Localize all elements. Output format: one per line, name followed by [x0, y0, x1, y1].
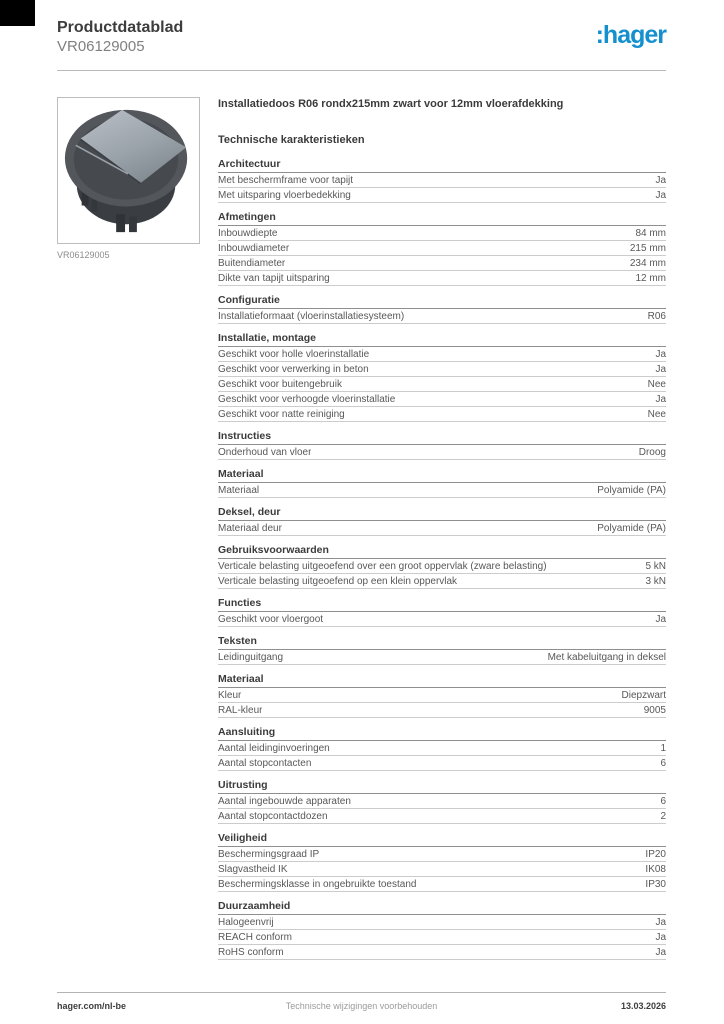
- spec-row-label: Geschikt voor verhoogde vloerinstallatie: [218, 394, 396, 406]
- product-image-column: [57, 97, 200, 260]
- spec-row-label: Verticale belasting uitgeoefend over een groot oppervlak (zware belasting): [218, 561, 547, 573]
- spec-row-label: Materiaal: [218, 485, 260, 497]
- spec-row-label: Installatieformaat (vloerinstallatiesysteem): [218, 311, 405, 323]
- header-divider: [57, 70, 666, 71]
- spec-row-label: Aantal stopcontacten: [218, 758, 312, 770]
- spec-row-value: 6: [660, 796, 666, 808]
- spec-row-label: RAL-kleur: [218, 705, 263, 717]
- spec-row: [218, 559, 666, 574]
- spec-section-title: Materiaal: [218, 673, 666, 688]
- floor-box-illustration: [58, 98, 199, 243]
- product-photo: [57, 97, 200, 244]
- spec-section-title: Uitrusting: [218, 779, 666, 794]
- spec-row-value: 215 mm: [629, 243, 666, 255]
- spec-row: [218, 862, 666, 877]
- spec-row-label: Materiaal deur: [218, 523, 282, 535]
- spec-row: [218, 688, 666, 703]
- spec-section-rows: [218, 650, 666, 665]
- footer-date: 13.03.2026: [620, 1001, 666, 1011]
- spec-row: [218, 847, 666, 862]
- spec-section-rows: [218, 173, 666, 203]
- spec-row-value: Met kabeluitgang in deksel: [547, 652, 666, 664]
- spec-section-rows: [218, 794, 666, 824]
- spec-section-rows: [218, 915, 666, 960]
- spec-row: [218, 309, 666, 324]
- spec-row-label: Buitendiameter: [218, 258, 286, 270]
- spec-section: [218, 468, 666, 498]
- spec-row-label: Met uitsparing vloerbedekking: [218, 190, 351, 202]
- spec-row: [218, 392, 666, 407]
- spec-section-rows: [218, 483, 666, 498]
- spec-row-value: 2: [660, 811, 666, 823]
- spec-row: [218, 930, 666, 945]
- spec-row: [218, 377, 666, 392]
- spec-row: [218, 756, 666, 771]
- spec-section-title: Architectuur: [218, 158, 666, 173]
- spec-section-title: Gebruiksvoorwaarden: [218, 544, 666, 559]
- spec-section-title: Deksel, deur: [218, 506, 666, 521]
- spec-row: [218, 809, 666, 824]
- spec-row-label: REACH conform: [218, 932, 292, 944]
- spec-section: [218, 294, 666, 324]
- spec-sections: [218, 158, 666, 960]
- spec-row-value: 84 mm: [635, 228, 666, 240]
- footer-disclaimer: Technische wijzigingen voorbehouden: [285, 1001, 438, 1011]
- spec-row-label: Geschikt voor buitengebruik: [218, 379, 342, 391]
- spec-row: [218, 703, 666, 718]
- spec-row-label: Geschikt voor vloergoot: [218, 614, 324, 626]
- spec-row-value: 1: [660, 743, 666, 755]
- spec-row-value: IK08: [645, 864, 666, 876]
- spec-section: [218, 726, 666, 771]
- spec-row: [218, 483, 666, 498]
- spec-section: [218, 544, 666, 589]
- spec-row-label: Inbouwdiepte: [218, 228, 278, 240]
- spec-section-title: Materiaal: [218, 468, 666, 483]
- spec-row-label: Geschikt voor natte reiniging: [218, 409, 345, 421]
- hager-logo: :hager: [595, 21, 666, 49]
- main-content: [57, 97, 666, 960]
- spec-section: [218, 597, 666, 627]
- spec-section-rows: [218, 559, 666, 589]
- spec-row-label: Verticale belasting uitgeoefend op een klein oppervlak: [218, 576, 458, 588]
- spec-row-value: Ja: [655, 614, 666, 626]
- spec-row: [218, 347, 666, 362]
- spec-row-value: Ja: [655, 175, 666, 187]
- spec-section-title: Afmetingen: [218, 211, 666, 226]
- spec-row: [218, 650, 666, 665]
- spec-row-value: Polyamide (PA): [597, 485, 666, 497]
- spec-row-value: 12 mm: [635, 273, 666, 285]
- footer-website-link[interactable]: hager.com/nl-be: [57, 1001, 127, 1011]
- page-header: [57, 0, 666, 57]
- header-titles: [57, 18, 183, 57]
- page-footer: [57, 992, 666, 1011]
- spec-column: [218, 97, 666, 960]
- spec-row-value: Ja: [655, 932, 666, 944]
- spec-row: [218, 226, 666, 241]
- spec-row: [218, 241, 666, 256]
- spec-section: [218, 635, 666, 665]
- spec-row: [218, 794, 666, 809]
- spec-row-label: Aantal ingebouwde apparaten: [218, 796, 351, 808]
- spec-row: [218, 256, 666, 271]
- spec-row: [218, 915, 666, 930]
- spec-section-title: Duurzaamheid: [218, 900, 666, 915]
- spec-row-label: Aantal leidinginvoeringen: [218, 743, 330, 755]
- spec-row: [218, 741, 666, 756]
- spec-row-label: Kleur: [218, 690, 242, 702]
- spec-row-value: Nee: [647, 409, 666, 421]
- document-title: Productdatablad: [57, 19, 184, 36]
- spec-row-value: Nee: [647, 379, 666, 391]
- spec-section-rows: [218, 445, 666, 460]
- spec-section-title: Teksten: [218, 635, 666, 650]
- spec-row: [218, 173, 666, 188]
- spec-row: [218, 877, 666, 892]
- spec-section-title: Functies: [218, 597, 666, 612]
- spec-row-label: Aantal stopcontactdozen: [218, 811, 328, 823]
- spec-row-label: Geschikt voor holle vloerinstallatie: [218, 349, 370, 361]
- spec-section-rows: [218, 688, 666, 718]
- spec-row-value: IP30: [645, 879, 666, 891]
- spec-row-value: Ja: [655, 349, 666, 361]
- product-image-caption: VR06129005: [57, 249, 110, 260]
- spec-section: [218, 832, 666, 892]
- spec-row-value: 9005: [643, 705, 666, 717]
- spec-section-rows: [218, 741, 666, 771]
- spec-row-label: Onderhoud van vloer: [218, 447, 312, 459]
- spec-row-value: Ja: [655, 190, 666, 202]
- spec-section-title: Instructies: [218, 430, 666, 445]
- spec-row-value: Ja: [655, 394, 666, 406]
- spec-row: [218, 407, 666, 422]
- spec-row: [218, 612, 666, 627]
- spec-section-title: Aansluiting: [218, 726, 666, 741]
- spec-row-label: Geschikt voor verwerking in beton: [218, 364, 369, 376]
- spec-row-value: 3 kN: [645, 576, 666, 588]
- spec-row-label: Slagvastheid IK: [218, 864, 288, 876]
- product-title: Installatiedoos R06 rondx215mm zwart voor 12mm vloerafdekking: [218, 97, 564, 110]
- spec-row-label: RoHS conform: [218, 947, 284, 959]
- spec-row: [218, 188, 666, 203]
- spec-section: [218, 430, 666, 460]
- spec-section-rows: [218, 612, 666, 627]
- document-product-code: VR06129005: [57, 38, 145, 56]
- spec-section: [218, 900, 666, 960]
- spec-row: [218, 271, 666, 286]
- spec-row: [218, 521, 666, 536]
- spec-row: [218, 362, 666, 377]
- spec-section-title: Veiligheid: [218, 832, 666, 847]
- spec-section-title: Installatie, montage: [218, 332, 666, 347]
- spec-section-rows: [218, 226, 666, 286]
- spec-row: [218, 445, 666, 460]
- spec-row-value: Ja: [655, 917, 666, 929]
- spec-row-label: Beschermingsklasse in ongebruikte toestand: [218, 879, 417, 891]
- spec-row-value: Ja: [655, 947, 666, 959]
- spec-row-value: 234 mm: [629, 258, 666, 270]
- spec-row-value: Diepzwart: [621, 690, 666, 702]
- spec-section-title: Configuratie: [218, 294, 666, 309]
- spec-row-value: 5 kN: [645, 561, 666, 573]
- spec-row-label: Dikte van tapijt uitsparing: [218, 273, 330, 285]
- spec-row-value: Droog: [638, 447, 666, 459]
- spec-row-label: Leidinguitgang: [218, 652, 284, 664]
- spec-section: [218, 506, 666, 536]
- spec-section: [218, 332, 666, 422]
- spec-row: [218, 574, 666, 589]
- spec-section-rows: [218, 521, 666, 536]
- tech-characteristics-heading: Technische karakteristieken: [218, 134, 365, 147]
- spec-row-label: Inbouwdiameter: [218, 243, 290, 255]
- spec-row-label: Halogeenvrij: [218, 917, 274, 929]
- spec-row-value: Polyamide (PA): [597, 523, 666, 535]
- spec-row-value: R06: [647, 311, 666, 323]
- spec-row-value: Ja: [655, 364, 666, 376]
- spec-section: [218, 211, 666, 286]
- spec-row-label: Beschermingsgraad IP: [218, 849, 320, 861]
- spec-section-rows: [218, 847, 666, 892]
- spec-row-value: IP20: [645, 849, 666, 861]
- spec-section: [218, 673, 666, 718]
- spec-section: [218, 779, 666, 824]
- spec-section-rows: [218, 309, 666, 324]
- spec-section: [218, 158, 666, 203]
- print-corner-mark: [0, 0, 35, 26]
- spec-row-value: 6: [660, 758, 666, 770]
- spec-row-label: Met beschermframe voor tapijt: [218, 175, 354, 187]
- spec-section-rows: [218, 347, 666, 422]
- spec-row: [218, 945, 666, 960]
